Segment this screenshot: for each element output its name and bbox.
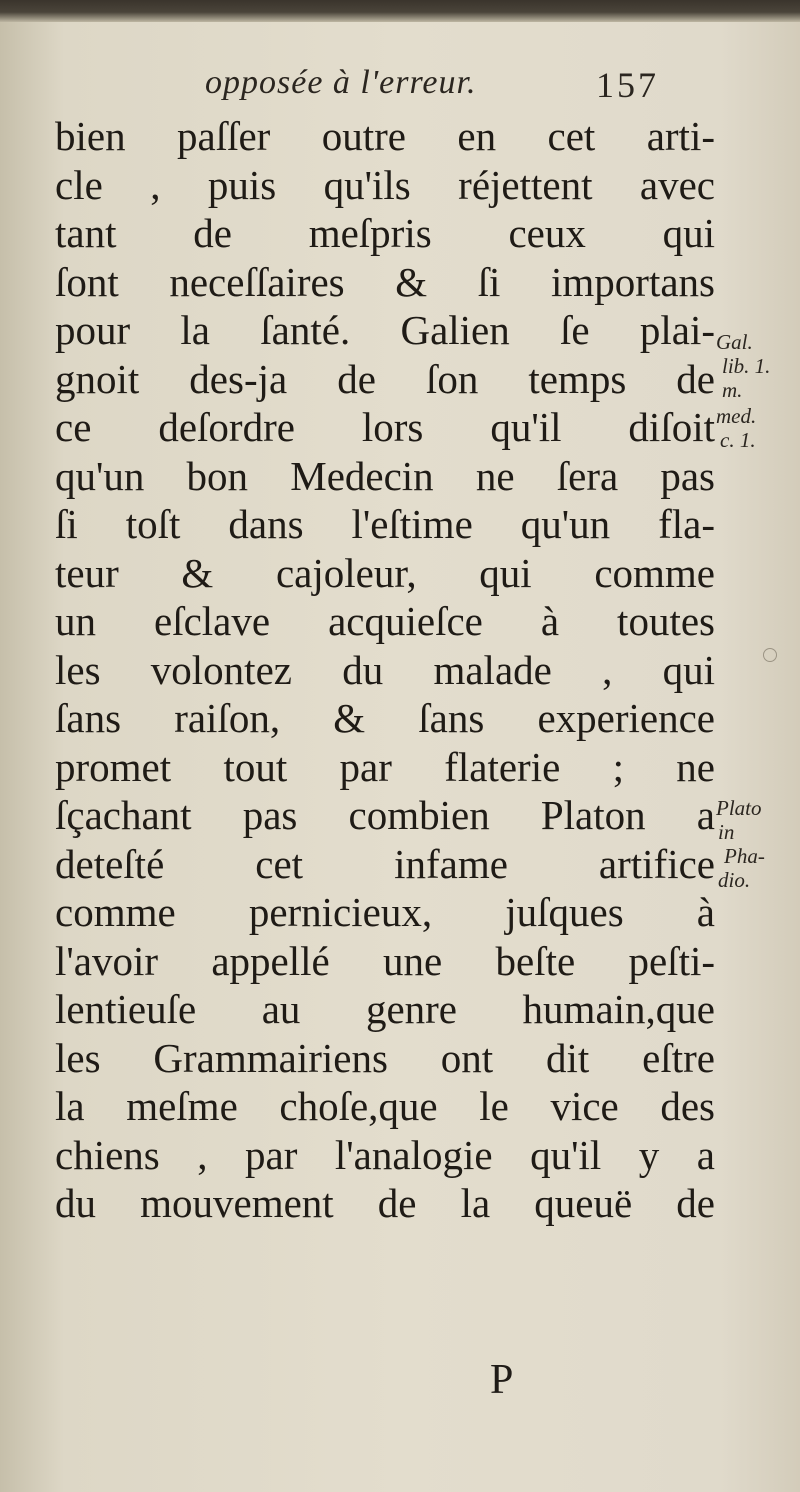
margin-note: med. — [716, 404, 757, 428]
text-line: teur & cajoleur, qui comme — [55, 549, 715, 596]
text-line: un eſclave acquieſce à toutes — [55, 598, 715, 644]
text-line: gnoit des-ja de ſon temps de — [55, 355, 715, 402]
text-line: cle , puis qu'ils réjettent avec — [55, 161, 715, 208]
text-line: ſans raiſon, & ſans experience — [55, 695, 715, 741]
margin-notes — [716, 330, 800, 892]
running-title: opposée à l'erreur. — [205, 64, 477, 101]
text-line: ſont neceſſaires & ſi importans — [55, 258, 715, 305]
text-line: bien paſſer outre en cet arti- — [55, 113, 715, 159]
text-line: qu'un bon Medecin ne ſera pas — [55, 452, 715, 499]
margin-note: m. — [722, 378, 743, 402]
margin-note: in — [718, 820, 735, 844]
text-line: l'avoir appellé une beſte peſti- — [55, 937, 715, 984]
text-line: lentieuſe au genre humain,que — [55, 986, 715, 1032]
signature-mark: P — [490, 1357, 514, 1403]
text-line: les volontez du malade , qui — [55, 646, 715, 693]
paper-blemish-icon — [763, 648, 777, 662]
page-top-edge — [0, 0, 800, 22]
page-number: 157 — [596, 65, 659, 105]
running-head — [0, 64, 800, 108]
margin-note: lib. 1. — [722, 354, 771, 378]
text-line: ce deſordre lors qu'il diſoit — [55, 404, 715, 450]
text-line: promet tout par flaterie ; ne — [55, 743, 715, 790]
text-line: pour la ſanté. Galien ſe plai- — [55, 307, 715, 353]
text-line: ſi toſt dans l'eſtime qu'un fla- — [55, 501, 715, 547]
text-line: ſçachant pas combien Platon a — [55, 792, 715, 838]
text-line: du mouvement de la queuë de — [55, 1180, 715, 1226]
text-line: la meſme choſe,que le vice des — [55, 1083, 715, 1129]
text-line: chiens , par l'analogie qu'il y a — [55, 1131, 715, 1178]
text-line: deteſté cet infame artifice — [55, 840, 715, 887]
text-line: les Grammairiens ont dit eſtre — [55, 1034, 715, 1081]
margin-note: dio. — [718, 868, 751, 892]
margin-note: c. 1. — [720, 428, 756, 452]
body-text — [55, 112, 715, 1228]
margin-note: Gal. — [716, 330, 753, 354]
text-line: comme pernicieux, juſques à — [55, 889, 715, 935]
text-line: tant de meſpris ceux qui — [55, 210, 715, 256]
margin-note: Plato — [716, 796, 762, 820]
margin-note: Pha- — [724, 844, 765, 868]
